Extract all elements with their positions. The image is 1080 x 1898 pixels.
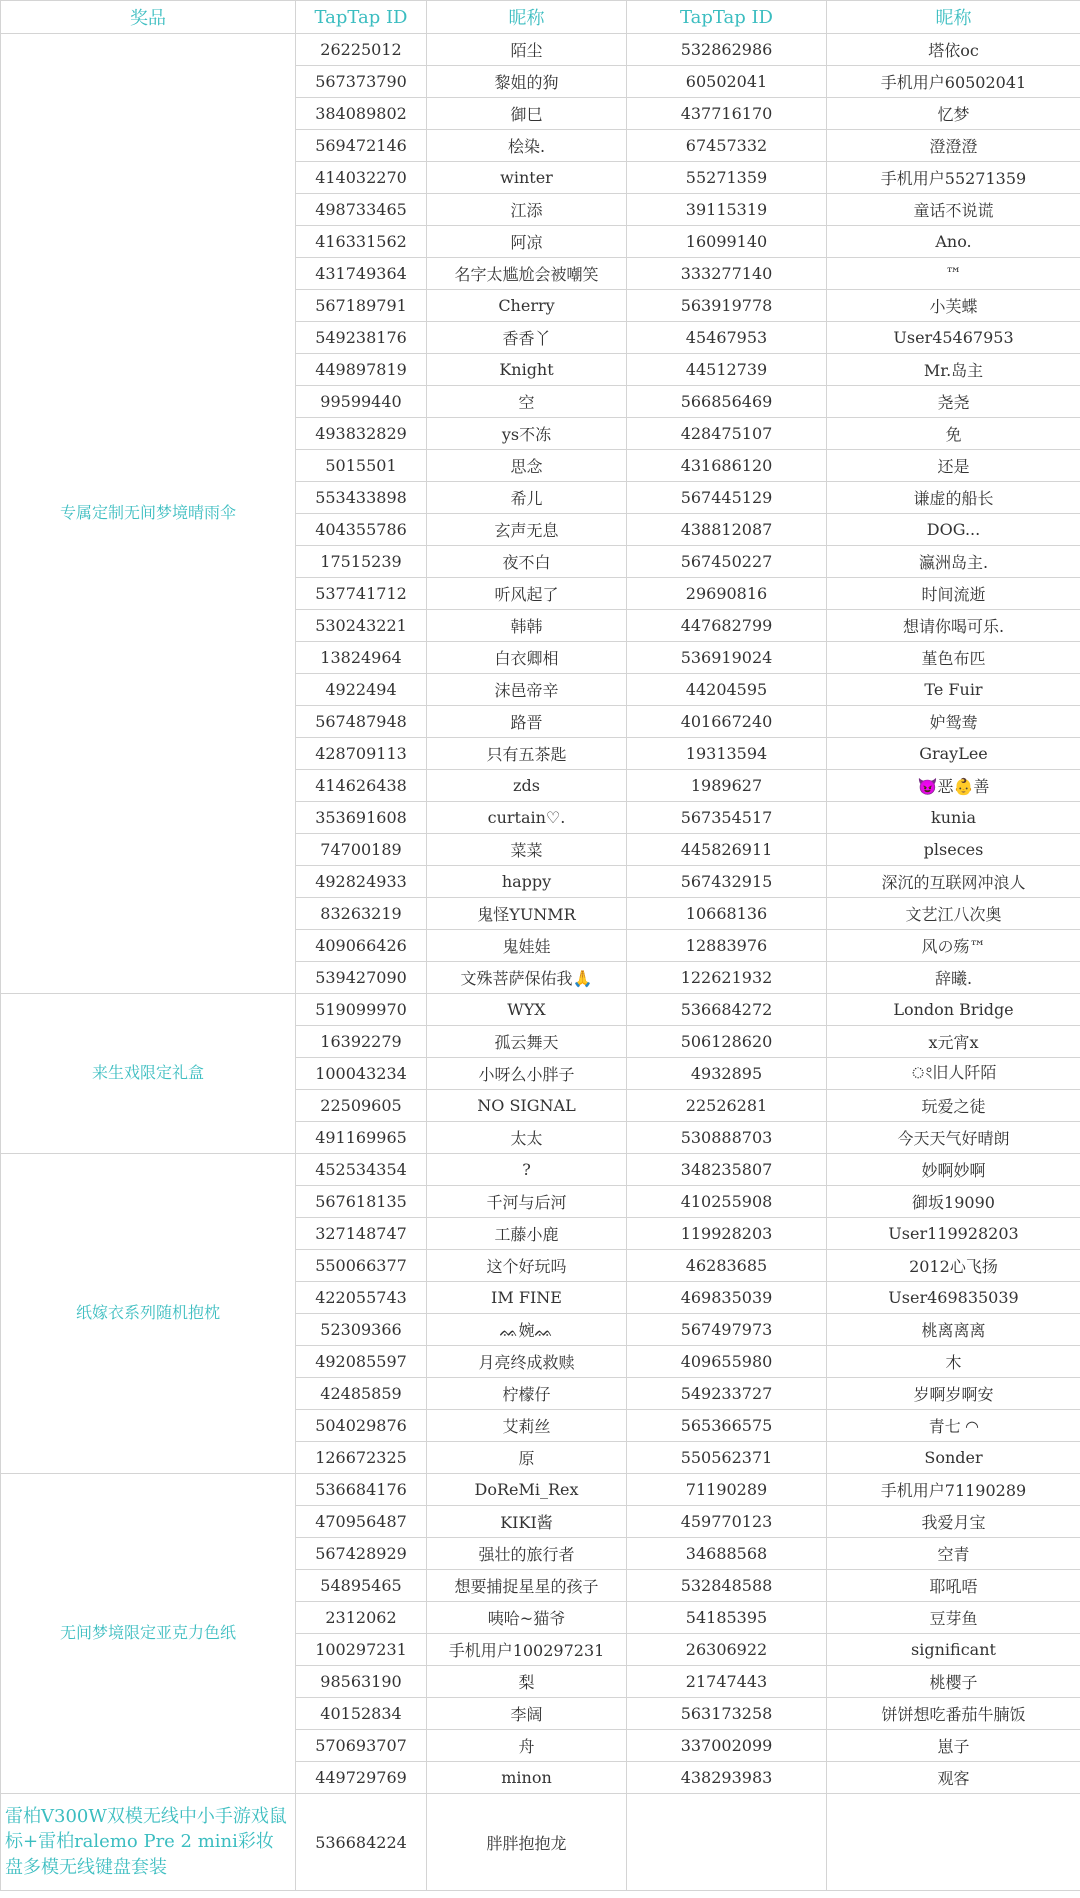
taptap-id-cell: 409066426 [296, 930, 427, 962]
nickname-cell: plseces [827, 834, 1080, 866]
taptap-id-cell: 452534354 [296, 1154, 427, 1186]
taptap-id-cell: 536684224 [296, 1794, 427, 1891]
taptap-id-cell: 437716170 [627, 98, 827, 130]
nickname-cell: 2012心飞扬 [827, 1250, 1080, 1282]
nickname-cell: 咦哈~猫爷 [427, 1602, 627, 1634]
taptap-id-cell: 567618135 [296, 1186, 427, 1218]
nickname-cell: ? [427, 1154, 627, 1186]
taptap-id-cell: 22526281 [627, 1090, 827, 1122]
prize-cell: 无间梦境限定亚克力色纸 [1, 1474, 296, 1794]
nickname-cell: User119928203 [827, 1218, 1080, 1250]
nickname-cell: 思念 [427, 450, 627, 482]
taptap-id-cell: 428709113 [296, 738, 427, 770]
nickname-cell: Te Fuir [827, 674, 1080, 706]
nickname-cell: ys不冻 [427, 418, 627, 450]
nickname-cell: 鬼娃娃 [427, 930, 627, 962]
nickname-cell: GrayLee [827, 738, 1080, 770]
taptap-id-cell: 100297231 [296, 1634, 427, 1666]
taptap-id-cell: 567432915 [627, 866, 827, 898]
nickname-cell: 韩韩 [427, 610, 627, 642]
nickname-cell: User469835039 [827, 1282, 1080, 1314]
nickname-cell: Cherry [427, 290, 627, 322]
nickname-cell: NO SIGNAL [427, 1090, 627, 1122]
nickname-cell: 😈恶👶善 [827, 770, 1080, 802]
taptap-id-cell: 567497973 [627, 1314, 827, 1346]
taptap-id-cell: 493832829 [296, 418, 427, 450]
header-prize: 奖品 [1, 1, 296, 34]
nickname-cell: 希儿 [427, 482, 627, 514]
nickname-cell: 谦虚的船长 [827, 482, 1080, 514]
nickname-cell: 妒鸳鸯 [827, 706, 1080, 738]
taptap-id-cell: 337002099 [627, 1730, 827, 1762]
nickname-cell: IM FINE [427, 1282, 627, 1314]
nickname-cell: 菜菜 [427, 834, 627, 866]
nickname-cell: 辞曦. [827, 962, 1080, 994]
taptap-id-cell: 39115319 [627, 194, 827, 226]
taptap-id-cell: 539427090 [296, 962, 427, 994]
taptap-id-cell: 422055743 [296, 1282, 427, 1314]
nickname-cell: 小呀么小胖子 [427, 1058, 627, 1090]
taptap-id-cell: 530243221 [296, 610, 427, 642]
taptap-id-cell: 45467953 [627, 322, 827, 354]
nickname-cell: 名字太尴尬会被嘲笑 [427, 258, 627, 290]
prize-cell: 来生戏限定礼盒 [1, 994, 296, 1154]
nickname-cell: 沫邑帝辛 [427, 674, 627, 706]
taptap-id-cell: 5015501 [296, 450, 427, 482]
nickname-cell: 只有五茶匙 [427, 738, 627, 770]
taptap-id-cell: 532862986 [627, 34, 827, 66]
nickname-cell: 强壮的旅行者 [427, 1538, 627, 1570]
nickname-cell: 李阔 [427, 1698, 627, 1730]
nickname-cell: 岁啊岁啊安 [827, 1378, 1080, 1410]
nickname-cell: KIKI酱 [427, 1506, 627, 1538]
taptap-id-cell: 414626438 [296, 770, 427, 802]
taptap-id-cell: 549233727 [627, 1378, 827, 1410]
nickname-cell: 忆梦 [827, 98, 1080, 130]
taptap-id-cell: 567445129 [627, 482, 827, 514]
nickname-cell: 黎姐的狗 [427, 66, 627, 98]
taptap-id-cell: 333277140 [627, 258, 827, 290]
nickname-cell: Knight [427, 354, 627, 386]
nickname-cell: 白衣卿相 [427, 642, 627, 674]
nickname-cell: 香香丫 [427, 322, 627, 354]
taptap-id-cell: 549238176 [296, 322, 427, 354]
taptap-id-cell: 404355786 [296, 514, 427, 546]
nickname-cell: 瀛洲岛主. [827, 546, 1080, 578]
nickname-cell: 妙啊妙啊 [827, 1154, 1080, 1186]
taptap-id-cell: 550562371 [627, 1442, 827, 1474]
nickname-cell: WYX [427, 994, 627, 1026]
prize-cell: 纸嫁衣系列随机抱枕 [1, 1154, 296, 1474]
nickname-cell: 江添 [427, 194, 627, 226]
nickname-cell: London Bridge [827, 994, 1080, 1026]
taptap-id-cell: 470956487 [296, 1506, 427, 1538]
taptap-id-cell: 428475107 [627, 418, 827, 450]
taptap-id-cell: 567354517 [627, 802, 827, 834]
taptap-id-cell: 447682799 [627, 610, 827, 642]
taptap-id-cell: 74700189 [296, 834, 427, 866]
nickname-cell: 夜不白 [427, 546, 627, 578]
taptap-id-cell: 60502041 [627, 66, 827, 98]
nickname-cell: 塔依oc [827, 34, 1080, 66]
nickname-cell: 免 [827, 418, 1080, 450]
table-row [1, 34, 1080, 66]
nickname-cell: 胖胖抱抱龙 [427, 1794, 627, 1891]
taptap-id-cell: 409655980 [627, 1346, 827, 1378]
nickname-cell: 御巳 [427, 98, 627, 130]
nickname-cell: significant [827, 1634, 1080, 1666]
taptap-id-cell: 21747443 [627, 1666, 827, 1698]
taptap-id-cell: 119928203 [627, 1218, 827, 1250]
taptap-id-cell: 34688568 [627, 1538, 827, 1570]
taptap-id-cell: 46283685 [627, 1250, 827, 1282]
taptap-id-cell: 19313594 [627, 738, 827, 770]
taptap-id-cell: 519099970 [296, 994, 427, 1026]
taptap-id-cell: 563173258 [627, 1698, 827, 1730]
table-row [1, 1794, 1080, 1891]
taptap-id-cell: 449897819 [296, 354, 427, 386]
nickname-cell: 手机用户55271359 [827, 162, 1080, 194]
nickname-cell: happy [427, 866, 627, 898]
taptap-id-cell: 384089802 [296, 98, 427, 130]
taptap-id-cell: 98563190 [296, 1666, 427, 1698]
taptap-id-cell: 1989627 [627, 770, 827, 802]
taptap-id-cell: 44204595 [627, 674, 827, 706]
taptap-id-cell: 26306922 [627, 1634, 827, 1666]
nickname-cell: 原 [427, 1442, 627, 1474]
taptap-id-cell: 565366575 [627, 1410, 827, 1442]
table-row [1, 1154, 1080, 1186]
nickname-cell: 观客 [827, 1762, 1080, 1794]
taptap-id-cell: 4932895 [627, 1058, 827, 1090]
nickname-cell: Mr.岛主 [827, 354, 1080, 386]
taptap-id-cell [627, 1794, 827, 1891]
taptap-id-cell: 567189791 [296, 290, 427, 322]
taptap-id-cell: 445826911 [627, 834, 827, 866]
taptap-id-cell: 498733465 [296, 194, 427, 226]
taptap-id-cell: 449729769 [296, 1762, 427, 1794]
taptap-id-cell: 506128620 [627, 1026, 827, 1058]
header-taptap-id-2: TapTap ID [627, 1, 827, 34]
taptap-id-cell: 438812087 [627, 514, 827, 546]
nickname-cell: 月亮终成救赎 [427, 1346, 627, 1378]
table-row [1, 994, 1080, 1026]
taptap-id-cell: 99599440 [296, 386, 427, 418]
nickname-cell: ᨐ婉ᨐ [427, 1314, 627, 1346]
nickname-cell: User45467953 [827, 322, 1080, 354]
nickname-cell: 今天天气好晴朗 [827, 1122, 1080, 1154]
nickname-cell: 路晋 [427, 706, 627, 738]
nickname-cell: 我爱月宝 [827, 1506, 1080, 1538]
taptap-id-cell: 532848588 [627, 1570, 827, 1602]
nickname-cell: 艾莉丝 [427, 1410, 627, 1442]
taptap-id-cell: 563919778 [627, 290, 827, 322]
nickname-cell: 饼饼想吃番茄牛腩饭 [827, 1698, 1080, 1730]
taptap-id-cell: 54895465 [296, 1570, 427, 1602]
taptap-id-cell: 414032270 [296, 162, 427, 194]
taptap-id-cell: 567450227 [627, 546, 827, 578]
taptap-id-cell: 569472146 [296, 130, 427, 162]
nickname-cell: 想要捕捉星星的孩子 [427, 1570, 627, 1602]
nickname-cell: curtain♡. [427, 802, 627, 834]
taptap-id-cell: 353691608 [296, 802, 427, 834]
nickname-cell: 澄澄澄 [827, 130, 1080, 162]
nickname-cell: 空 [427, 386, 627, 418]
taptap-id-cell: 327148747 [296, 1218, 427, 1250]
nickname-cell: 阿凉 [427, 226, 627, 258]
nickname-cell: 柠檬仔 [427, 1378, 627, 1410]
nickname-cell: 文殊菩萨保佑我🙏 [427, 962, 627, 994]
taptap-id-cell: 17515239 [296, 546, 427, 578]
taptap-id-cell: 2312062 [296, 1602, 427, 1634]
taptap-id-cell: 537741712 [296, 578, 427, 610]
taptap-id-cell: 29690816 [627, 578, 827, 610]
nickname-cell: ং旧人阡陌 [827, 1058, 1080, 1090]
nickname-cell: 御坂19090 [827, 1186, 1080, 1218]
taptap-id-cell: 469835039 [627, 1282, 827, 1314]
nickname-cell: 梨 [427, 1666, 627, 1698]
nickname-cell: DOG... [827, 514, 1080, 546]
nickname-cell: 听风起了 [427, 578, 627, 610]
taptap-id-cell: 10668136 [627, 898, 827, 930]
nickname-cell: 深沉的互联网冲浪人 [827, 866, 1080, 898]
nickname-cell: Sonder [827, 1442, 1080, 1474]
taptap-id-cell: 16099140 [627, 226, 827, 258]
prize-cell: 雷柏V300W双模无线中小手游戏鼠标+雷柏ralemo Pre 2 mini彩妆盘多模无线键盘套装 [1, 1794, 296, 1891]
taptap-id-cell: 4922494 [296, 674, 427, 706]
taptap-id-cell: 26225012 [296, 34, 427, 66]
taptap-id-cell: 566856469 [627, 386, 827, 418]
taptap-id-cell: 348235807 [627, 1154, 827, 1186]
nickname-cell [827, 1794, 1080, 1891]
header-nickname-1: 昵称 [427, 1, 627, 34]
nickname-cell: 千河与后河 [427, 1186, 627, 1218]
taptap-id-cell: 567373790 [296, 66, 427, 98]
taptap-id-cell: 126672325 [296, 1442, 427, 1474]
nickname-cell: 童话不说谎 [827, 194, 1080, 226]
nickname-cell: 崽子 [827, 1730, 1080, 1762]
taptap-id-cell: 492824933 [296, 866, 427, 898]
taptap-id-cell: 431749364 [296, 258, 427, 290]
nickname-cell: 风の殇™ [827, 930, 1080, 962]
taptap-id-cell: 54185395 [627, 1602, 827, 1634]
taptap-id-cell: 536919024 [627, 642, 827, 674]
nickname-cell: 鬼怪YUNMR [427, 898, 627, 930]
nickname-cell: 文艺江八次奥 [827, 898, 1080, 930]
nickname-cell: winter [427, 162, 627, 194]
taptap-id-cell: 100043234 [296, 1058, 427, 1090]
taptap-id-cell: 567487948 [296, 706, 427, 738]
nickname-cell: 空青 [827, 1538, 1080, 1570]
taptap-id-cell: 492085597 [296, 1346, 427, 1378]
taptap-id-cell: 44512739 [627, 354, 827, 386]
taptap-id-cell: 71190289 [627, 1474, 827, 1506]
nickname-cell: minon [427, 1762, 627, 1794]
taptap-id-cell: 504029876 [296, 1410, 427, 1442]
header-row [1, 1, 1080, 34]
nickname-cell: 陌尘 [427, 34, 627, 66]
nickname-cell: 小芙蝶 [827, 290, 1080, 322]
table-row [1, 1474, 1080, 1506]
nickname-cell: x元宵x [827, 1026, 1080, 1058]
nickname-cell: 想请你喝可乐. [827, 610, 1080, 642]
taptap-id-cell: 536684272 [627, 994, 827, 1026]
nickname-cell: 耶吼唔 [827, 1570, 1080, 1602]
taptap-id-cell: 438293983 [627, 1762, 827, 1794]
taptap-id-cell: 16392279 [296, 1026, 427, 1058]
nickname-cell: 桧染. [427, 130, 627, 162]
taptap-id-cell: 431686120 [627, 450, 827, 482]
taptap-id-cell: 42485859 [296, 1378, 427, 1410]
nickname-cell: 玩爱之徒 [827, 1090, 1080, 1122]
header-taptap-id-1: TapTap ID [296, 1, 427, 34]
taptap-id-cell: 40152834 [296, 1698, 427, 1730]
nickname-cell: 桃樱子 [827, 1666, 1080, 1698]
taptap-id-cell: 570693707 [296, 1730, 427, 1762]
nickname-cell: 木 [827, 1346, 1080, 1378]
nickname-cell: 玄声无息 [427, 514, 627, 546]
nickname-cell: 尧尧 [827, 386, 1080, 418]
taptap-id-cell: 83263219 [296, 898, 427, 930]
nickname-cell: 手机用户100297231 [427, 1634, 627, 1666]
nickname-cell: 桃离离离 [827, 1314, 1080, 1346]
taptap-id-cell: 416331562 [296, 226, 427, 258]
header-nickname-2: 昵称 [827, 1, 1080, 34]
taptap-id-cell: 553433898 [296, 482, 427, 514]
taptap-id-cell: 22509605 [296, 1090, 427, 1122]
nickname-cell: DoReMi_Rex [427, 1474, 627, 1506]
nickname-cell: 舟 [427, 1730, 627, 1762]
taptap-id-cell: 401667240 [627, 706, 827, 738]
taptap-id-cell: 459770123 [627, 1506, 827, 1538]
taptap-id-cell: 67457332 [627, 130, 827, 162]
taptap-id-cell: 567428929 [296, 1538, 427, 1570]
nickname-cell: zds [427, 770, 627, 802]
nickname-cell: ™ [827, 258, 1080, 290]
nickname-cell: Ano. [827, 226, 1080, 258]
table-body [1, 34, 1080, 1891]
taptap-id-cell: 410255908 [627, 1186, 827, 1218]
taptap-id-cell: 12883976 [627, 930, 827, 962]
nickname-cell: 时间流逝 [827, 578, 1080, 610]
nickname-cell: 还是 [827, 450, 1080, 482]
nickname-cell: 太太 [427, 1122, 627, 1154]
nickname-cell: 豆芽鱼 [827, 1602, 1080, 1634]
taptap-id-cell: 52309366 [296, 1314, 427, 1346]
taptap-id-cell: 122621932 [627, 962, 827, 994]
taptap-id-cell: 536684176 [296, 1474, 427, 1506]
nickname-cell: 青七 ◜◝ [827, 1410, 1080, 1442]
taptap-id-cell: 13824964 [296, 642, 427, 674]
nickname-cell: 堇色布匹 [827, 642, 1080, 674]
taptap-id-cell: 55271359 [627, 162, 827, 194]
nickname-cell: 孤云舞天 [427, 1026, 627, 1058]
nickname-cell: 手机用户71190289 [827, 1474, 1080, 1506]
nickname-cell: 这个好玩吗 [427, 1250, 627, 1282]
taptap-id-cell: 530888703 [627, 1122, 827, 1154]
taptap-id-cell: 491169965 [296, 1122, 427, 1154]
nickname-cell: 工藤小鹿 [427, 1218, 627, 1250]
nickname-cell: kunia [827, 802, 1080, 834]
taptap-id-cell: 550066377 [296, 1250, 427, 1282]
nickname-cell: 手机用户60502041 [827, 66, 1080, 98]
prize-cell: 专属定制无间梦境晴雨伞 [1, 34, 296, 994]
